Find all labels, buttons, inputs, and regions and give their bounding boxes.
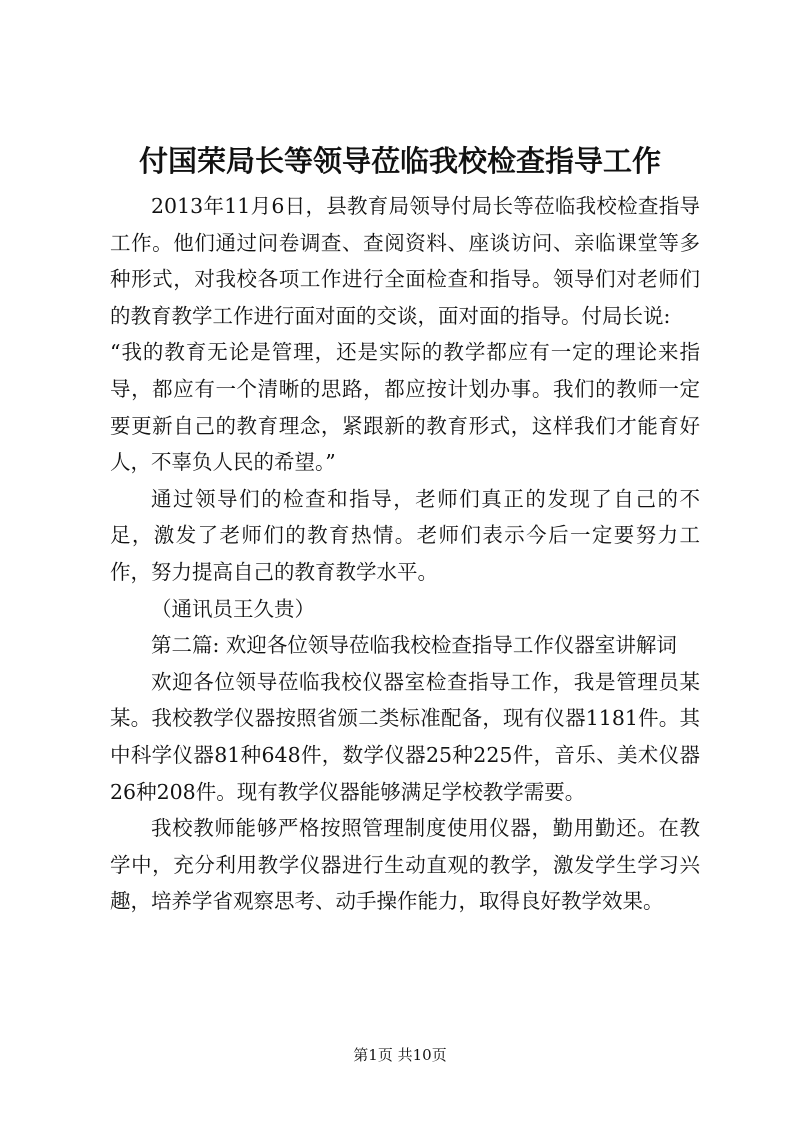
paragraph-outcome: 通过领导们的检查和指导，老师们真正的发现了自己的不足，激发了老师们的教育热情。老师们表示今后一定要努力工作，努力提高自己的教育教学水平。 bbox=[110, 486, 700, 584]
paragraph-intro: 2013年11月6日，县教育局领导付局长等莅临我校检查指导工作。他们通过问卷调查、查阅资料、座谈访问、亲临课堂等多种形式，对我校各项工作进行全面检查和指导。领导们对老师们的教育教学工作进行面对面的交谈，面对面的指导。付局长说: bbox=[110, 194, 700, 328]
page-number-footer: 第1页 共10页 bbox=[353, 1046, 447, 1064]
document-title: 付国荣局长等领导莅临我校检查指导工作 bbox=[138, 144, 661, 178]
paragraph-lab-usage: 我校教师能够严格按照管理制度使用仪器，勤用勤还。在教学中，充分利用教学仪器进行生动直观的教学，激发学生学习兴趣，培养学省观察思考、动手操作能力，取得良好教学效果。 bbox=[110, 816, 700, 914]
paragraph-lab-intro: 欢迎各位领导莅临我校仪器室检查指导工作，我是管理员某某。我校教学仪器按照省颁二类标准配备，现有仪器1181件。其中科学仪器81种648件，数学仪器25种225件，音乐、美术仪器26种208件。现有教学仪器能够满足学校教学需要。 bbox=[110, 669, 700, 804]
document-body bbox=[110, 188, 700, 920]
paragraph-quote: “我的教育无论是管理，还是实际的教学都应有一定的理论来指导，都应有一个清晰的思路，都应按计划办事。我们的教师一定要更新自己的教育理念，紧跟新的教育形式，这样我们才能育好人，不辜负人民的希望。” bbox=[110, 340, 700, 475]
paragraph-correspondent: （通讯员王久贵） bbox=[151, 596, 315, 621]
section-heading-part-two: 第二篇: 欢迎各位领导莅临我校检查指导工作仪器室讲解词 bbox=[151, 633, 677, 658]
